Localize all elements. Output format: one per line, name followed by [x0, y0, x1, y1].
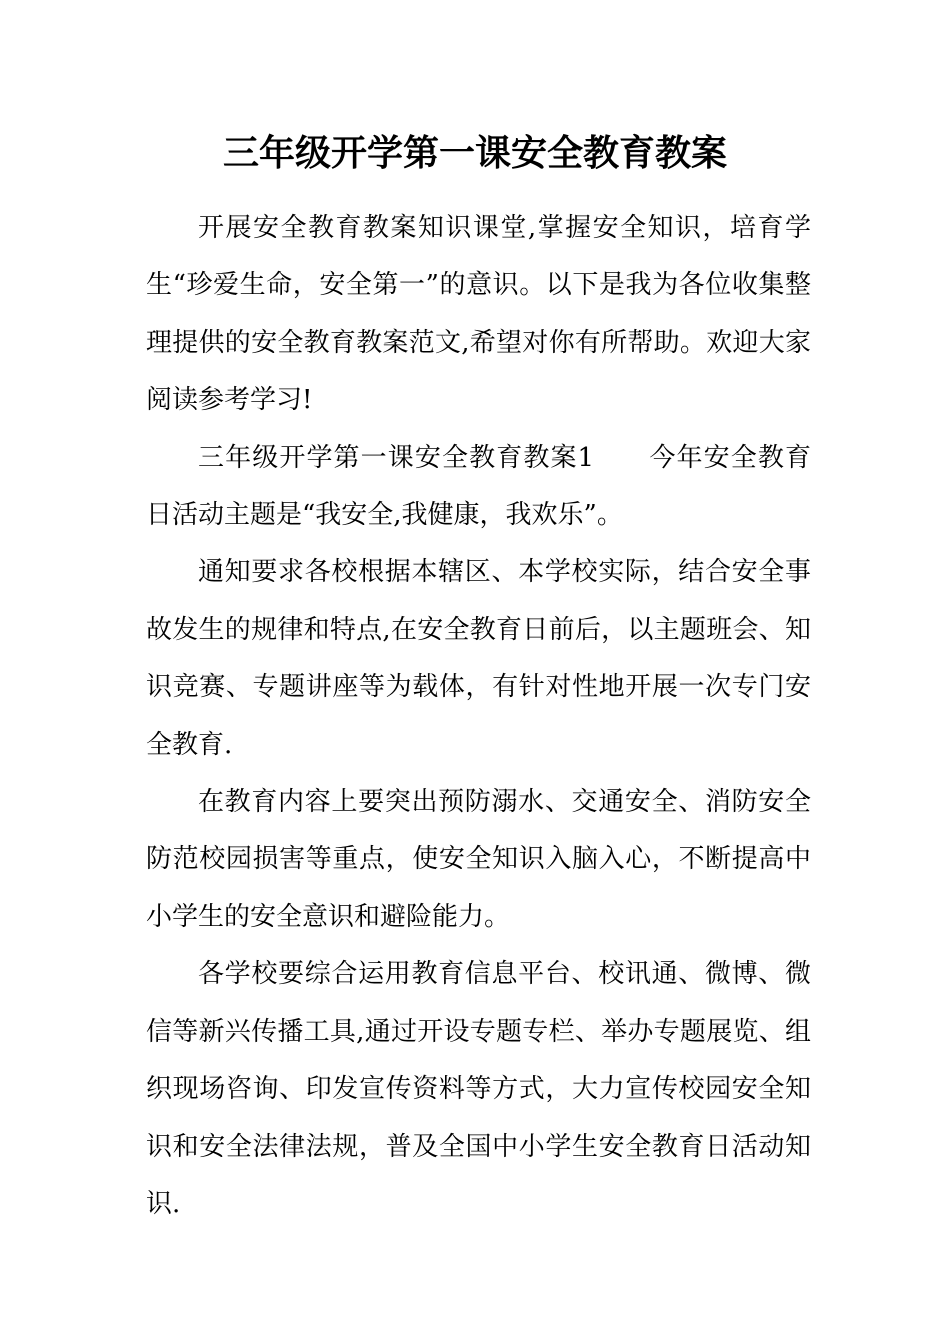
paragraph-education-content: 在教育内容上要突出预防溺水、交通安全、消防安全防范校园损害等重点，使安全知识入脑入心，不断提高中小学生的安全意识和避险能力。 — [146, 787, 811, 932]
paragraph-intro: 开展安全教育教案知识课堂,掌握安全知识，培育学生“珍爱生命，安全第一”的意识。以下是我为各位收集整理提供的安全教育教案范文,希望对你有所帮助。欢迎大家阅读参考学习! — [146, 213, 811, 416]
paragraph-publicity-methods: 各学校要综合运用教育信息平台、校讯通、微博、微信等新兴传播工具,通过开设专题专栏、举办专题展览、组织现场咨询、印发宣传资料等方式，大力宣传校园安全知识和安全法律法规，普及全国中小学生安全教育日活动知识. — [146, 959, 811, 1219]
document-body — [146, 200, 811, 1233]
paragraph-lesson-theme: 三年级开学第一课安全教育教案1 今年安全教育日活动主题是“我安全,我健康，我欢乐”。 — [146, 442, 811, 531]
document-title: 三年级开学第一课安全教育教案 — [222, 133, 727, 174]
paragraph-notice-requirements: 通知要求各校根据本辖区、本学校实际，结合安全事故发生的规律和特点,在安全教育日前后，以主题班会、知识竞赛、专题讲座等为载体，有针对性地开展一次专门安全教育. — [146, 557, 811, 760]
